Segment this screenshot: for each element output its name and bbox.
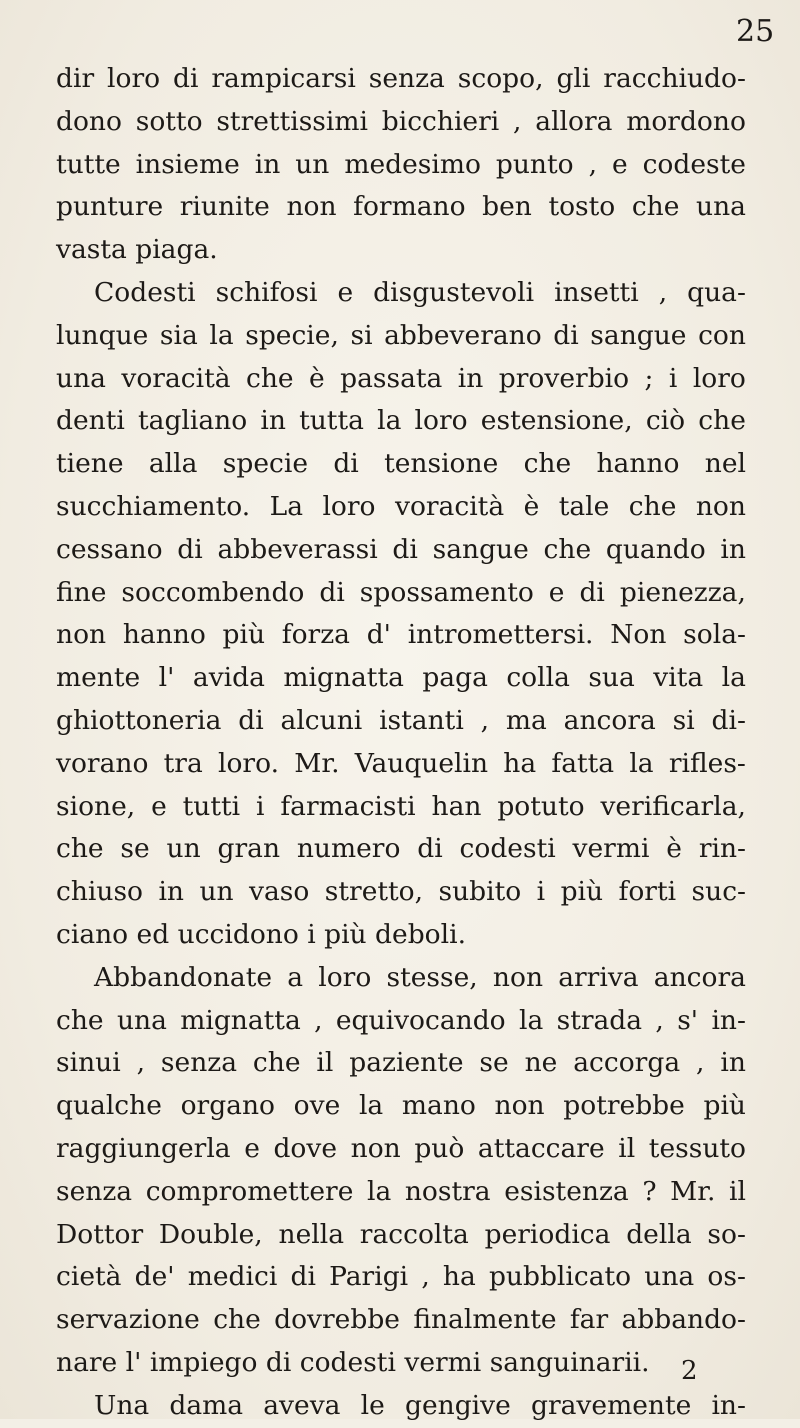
word: Dottor [56, 1218, 144, 1250]
word: dovrebbe [274, 1304, 400, 1336]
word: insetti [554, 276, 639, 308]
word: e [611, 148, 628, 180]
word: Mr. [294, 747, 340, 779]
word: insieme [135, 148, 240, 180]
word: accorga [573, 1047, 681, 1079]
word: cessano [56, 533, 163, 565]
text-line [56, 229, 746, 272]
text-line [56, 614, 746, 657]
word: Parigi [329, 1261, 409, 1293]
word: e [548, 576, 565, 608]
text-line [56, 871, 746, 914]
word: la [721, 662, 746, 694]
word: tutti [182, 790, 241, 822]
word: codeste [642, 148, 746, 180]
word: ne [524, 1047, 558, 1079]
word: ancora [653, 961, 746, 993]
word: una [56, 362, 106, 394]
word: non [350, 1132, 401, 1164]
word: ; [644, 362, 654, 394]
word: è [666, 833, 682, 865]
word: intromettersi. [407, 619, 594, 651]
word: un [295, 148, 330, 180]
word: i [256, 790, 265, 822]
word: soccombendo [121, 576, 305, 608]
word: alcuni [280, 704, 363, 736]
word: si [350, 319, 373, 351]
text-line [56, 400, 746, 443]
word: che [698, 405, 746, 437]
word: avida [192, 662, 265, 694]
line-text: ciano ed uccidono i più deboli. [56, 918, 466, 950]
word: verificarla, [600, 790, 746, 822]
word: senza [56, 1175, 133, 1207]
word: senza [160, 1047, 238, 1079]
text-line [56, 1385, 746, 1428]
word: estensione, [480, 405, 633, 437]
word: tosto [548, 191, 616, 223]
word: non [695, 490, 746, 522]
word: periodica [484, 1218, 611, 1250]
word: so- [707, 1218, 746, 1250]
word: ma [505, 704, 547, 736]
word: nostra [404, 1175, 491, 1207]
word: tale [558, 490, 610, 522]
word: dono [56, 105, 122, 137]
word: strada [556, 1004, 643, 1036]
word: in [158, 876, 184, 908]
word: mente [56, 662, 141, 694]
text-line [56, 828, 746, 871]
text-line [56, 700, 746, 743]
word: servazione [56, 1304, 200, 1336]
word: un [199, 876, 234, 908]
text-line [56, 1000, 746, 1043]
text-line [56, 1214, 746, 1257]
word: la [377, 405, 402, 437]
word: stretto, [324, 876, 424, 908]
word: tagliano [138, 405, 248, 437]
word: una [644, 1261, 695, 1293]
word: fatta [551, 747, 615, 779]
text-line [56, 144, 746, 187]
word: che [56, 1004, 104, 1036]
word: organo [180, 1090, 275, 1122]
word: scopo, [457, 63, 544, 94]
text-line [56, 1342, 746, 1385]
text-line [56, 443, 746, 486]
word: loro [322, 490, 376, 522]
word: se [120, 833, 150, 865]
word: ha [503, 747, 537, 779]
word: la [629, 747, 654, 779]
word: di [392, 533, 418, 565]
text-line [56, 743, 746, 786]
word: di [579, 576, 605, 608]
word: succhiamento. [56, 490, 251, 522]
word: potuto [497, 790, 585, 822]
word: di [553, 319, 579, 351]
word: ove [293, 1090, 341, 1122]
word: sotto [135, 105, 203, 137]
word: più [222, 619, 266, 651]
word: han [431, 790, 482, 822]
word: la [209, 319, 234, 351]
word: punto [495, 148, 574, 180]
word: sia [159, 319, 198, 351]
word: ben [482, 191, 532, 223]
word: mano [401, 1090, 476, 1122]
word: , [696, 1047, 705, 1079]
word: alla [148, 448, 198, 480]
text-line [56, 58, 746, 101]
line-text: vasta piaga. [56, 234, 218, 266]
word: di [238, 704, 264, 736]
word: hanno [122, 619, 206, 651]
word: di [417, 833, 443, 865]
word: in [254, 148, 281, 180]
word: Abbandonate [94, 961, 273, 993]
word: , [588, 148, 597, 180]
word: esistenza [504, 1175, 629, 1207]
word: che [628, 490, 677, 522]
word: in- [711, 1004, 746, 1036]
word: abbeverano [384, 319, 542, 351]
text-line [56, 572, 746, 615]
signature-mark: 2 [681, 1356, 698, 1386]
word: più [560, 876, 604, 908]
word: a [287, 961, 304, 993]
word: medici [187, 1261, 278, 1293]
word: le [360, 1389, 385, 1421]
word: , [513, 105, 522, 137]
word: proverbio [498, 362, 630, 394]
word: vorano [56, 747, 149, 779]
word: pubblicato [488, 1261, 632, 1293]
word: sione, [56, 790, 136, 822]
word: codesti [459, 833, 556, 865]
word: tutte [56, 148, 121, 180]
word: di [333, 448, 359, 480]
text-line [56, 1171, 746, 1214]
word: della [626, 1218, 692, 1250]
page-number: 25 [736, 14, 775, 49]
word: , [480, 704, 490, 736]
word: di- [711, 704, 746, 736]
word: può [414, 1132, 465, 1164]
word: paga [422, 662, 488, 694]
word: pienezza, [619, 576, 746, 608]
word: e [151, 790, 167, 822]
word: ciò [645, 405, 686, 437]
word: mordono [626, 105, 746, 137]
word: tensione [384, 448, 499, 480]
word: più [703, 1090, 746, 1122]
word: e [337, 276, 354, 308]
word: e [244, 1132, 260, 1164]
word: è [309, 362, 325, 394]
word: punture [56, 191, 164, 223]
word: quando [605, 533, 706, 565]
word: loro [414, 405, 468, 437]
word: finalmente [413, 1304, 557, 1336]
word: attaccare [477, 1132, 605, 1164]
text-line [56, 186, 746, 229]
word: specie, [245, 319, 339, 351]
word: voracità [121, 362, 231, 394]
word: equivocando [335, 1004, 506, 1036]
word: denti [56, 405, 125, 437]
word: gravemente [530, 1389, 692, 1421]
word: Double, [158, 1218, 263, 1250]
word: cietà [56, 1261, 122, 1293]
word: che [543, 533, 592, 565]
word: tessuto [648, 1132, 746, 1164]
word: che [56, 833, 104, 865]
word: Una [94, 1389, 150, 1421]
word: ghiottoneria [56, 704, 222, 736]
word: mignatta [283, 662, 404, 694]
word: senza [368, 63, 445, 94]
body-text [56, 58, 746, 1428]
text-line [56, 914, 746, 957]
word: se [479, 1047, 509, 1079]
word: , [421, 1261, 430, 1293]
word: in- [711, 1389, 746, 1421]
word: vermi [572, 833, 650, 865]
word: la [366, 1175, 392, 1207]
text-line [56, 1128, 746, 1171]
text-line [56, 272, 746, 315]
word: una [116, 1004, 167, 1036]
word: il [729, 1175, 746, 1207]
word: gengive [405, 1389, 511, 1421]
text-line [56, 358, 746, 401]
word: sangue [590, 319, 687, 351]
text-line [56, 1042, 746, 1085]
word: abbando- [621, 1304, 746, 1336]
word: voracità [394, 490, 505, 522]
word: medesimo [344, 148, 481, 180]
word: ha [442, 1261, 476, 1293]
word: la [358, 1090, 384, 1122]
word: che [523, 448, 572, 480]
word: non [492, 961, 544, 993]
word: aveva [263, 1389, 341, 1421]
word: s' [677, 1004, 699, 1036]
text-line [56, 1256, 746, 1299]
word: dove [273, 1132, 338, 1164]
word: vaso [249, 876, 310, 908]
word: si [672, 704, 695, 736]
word: loro [107, 63, 161, 94]
word: racchiudo- [603, 63, 746, 94]
word: disgustevoli [373, 276, 535, 308]
text-line [56, 315, 746, 358]
word: non [494, 1090, 545, 1122]
word: Non [610, 619, 667, 651]
word: spossamento [359, 576, 534, 608]
word: nel [704, 448, 746, 480]
word: in [260, 405, 286, 437]
word: La [269, 490, 303, 522]
word: formano [353, 191, 466, 223]
word: , [655, 1004, 664, 1036]
word: specie [222, 448, 308, 480]
word: rin- [698, 833, 746, 865]
word: sinui [56, 1047, 121, 1079]
word: non [286, 191, 337, 223]
word: bicchieri [381, 105, 500, 137]
text-line [56, 529, 746, 572]
line-text: nare l' impiego di codesti vermi sanguinarii. [56, 1346, 650, 1378]
word: di [173, 63, 199, 94]
word: , [658, 276, 668, 308]
text-line [56, 1299, 746, 1342]
word: stesse, [386, 961, 478, 993]
word: far [569, 1304, 609, 1336]
word: in [720, 533, 746, 565]
word: compromettere [145, 1175, 354, 1207]
word: , [136, 1047, 146, 1079]
word: istanti [379, 704, 464, 736]
word: dir [56, 63, 95, 94]
word: una [696, 191, 746, 223]
word: tiene [56, 448, 124, 480]
word: i [668, 362, 678, 394]
word: chiuso [56, 876, 144, 908]
word: l' [158, 662, 175, 694]
word: loro. [217, 747, 279, 779]
word: fine [56, 576, 107, 608]
word: potrebbe [563, 1090, 685, 1122]
word: abbeverassi [217, 533, 378, 565]
word: schifosi [215, 276, 318, 308]
word: suc- [691, 876, 746, 908]
word: che [245, 362, 294, 394]
word: tutta [299, 405, 364, 437]
word: il [618, 1132, 636, 1164]
word: di [290, 1261, 316, 1293]
word: numero [296, 833, 401, 865]
word: raccolta [359, 1218, 469, 1250]
word: non [56, 619, 107, 651]
word: arriva [558, 961, 639, 993]
word: riunite [179, 191, 270, 223]
word: gli [556, 63, 591, 94]
word: qualche [56, 1090, 162, 1122]
word: rampicarsi [211, 63, 356, 94]
word: loro [318, 961, 372, 993]
word: con [698, 319, 746, 351]
word: sangue [432, 533, 529, 565]
word: di [319, 576, 345, 608]
word: tra [163, 747, 203, 779]
word: ancora [563, 704, 656, 736]
text-line [56, 101, 746, 144]
word: Vauquelin [354, 747, 489, 779]
word: in [457, 362, 484, 394]
word: subito [438, 876, 522, 908]
text-line [56, 786, 746, 829]
word: allora [535, 105, 613, 137]
word: passata [340, 362, 443, 394]
word: rifles- [668, 747, 746, 779]
word: d' [366, 619, 391, 651]
word: nella [278, 1218, 345, 1250]
word: la [518, 1004, 544, 1036]
word: paziente [349, 1047, 464, 1079]
word: strettissimi [216, 105, 368, 137]
word: Mr. [670, 1175, 716, 1207]
word: dama [169, 1389, 244, 1421]
text-line [56, 486, 746, 529]
text-line [56, 657, 746, 700]
word: forza [281, 619, 350, 651]
word: hanno [596, 448, 680, 480]
word: di [177, 533, 203, 565]
word: che [213, 1304, 261, 1336]
word: sola- [683, 619, 746, 651]
word: il [316, 1047, 334, 1079]
word: forti [618, 876, 677, 908]
word: de' [134, 1261, 175, 1293]
text-line [56, 957, 746, 1000]
word: os- [707, 1261, 746, 1293]
word: qua- [687, 276, 746, 308]
word: sua [588, 662, 635, 694]
word: mignatta [180, 1004, 301, 1036]
word: raggiungerla [56, 1132, 231, 1164]
text-line [56, 1085, 746, 1128]
word: i [536, 876, 546, 908]
word: Codesti [94, 276, 196, 308]
word: un [166, 833, 201, 865]
word: farmacisti [280, 790, 416, 822]
word: che [252, 1047, 301, 1079]
word: lunque [56, 319, 149, 351]
word: è [523, 490, 540, 522]
word: , [314, 1004, 323, 1036]
word: colla [506, 662, 570, 694]
word: in [720, 1047, 746, 1079]
word: loro [692, 362, 746, 394]
word: gran [217, 833, 281, 865]
word: che [631, 191, 680, 223]
word: vita [653, 662, 704, 694]
word: ? [642, 1175, 657, 1207]
